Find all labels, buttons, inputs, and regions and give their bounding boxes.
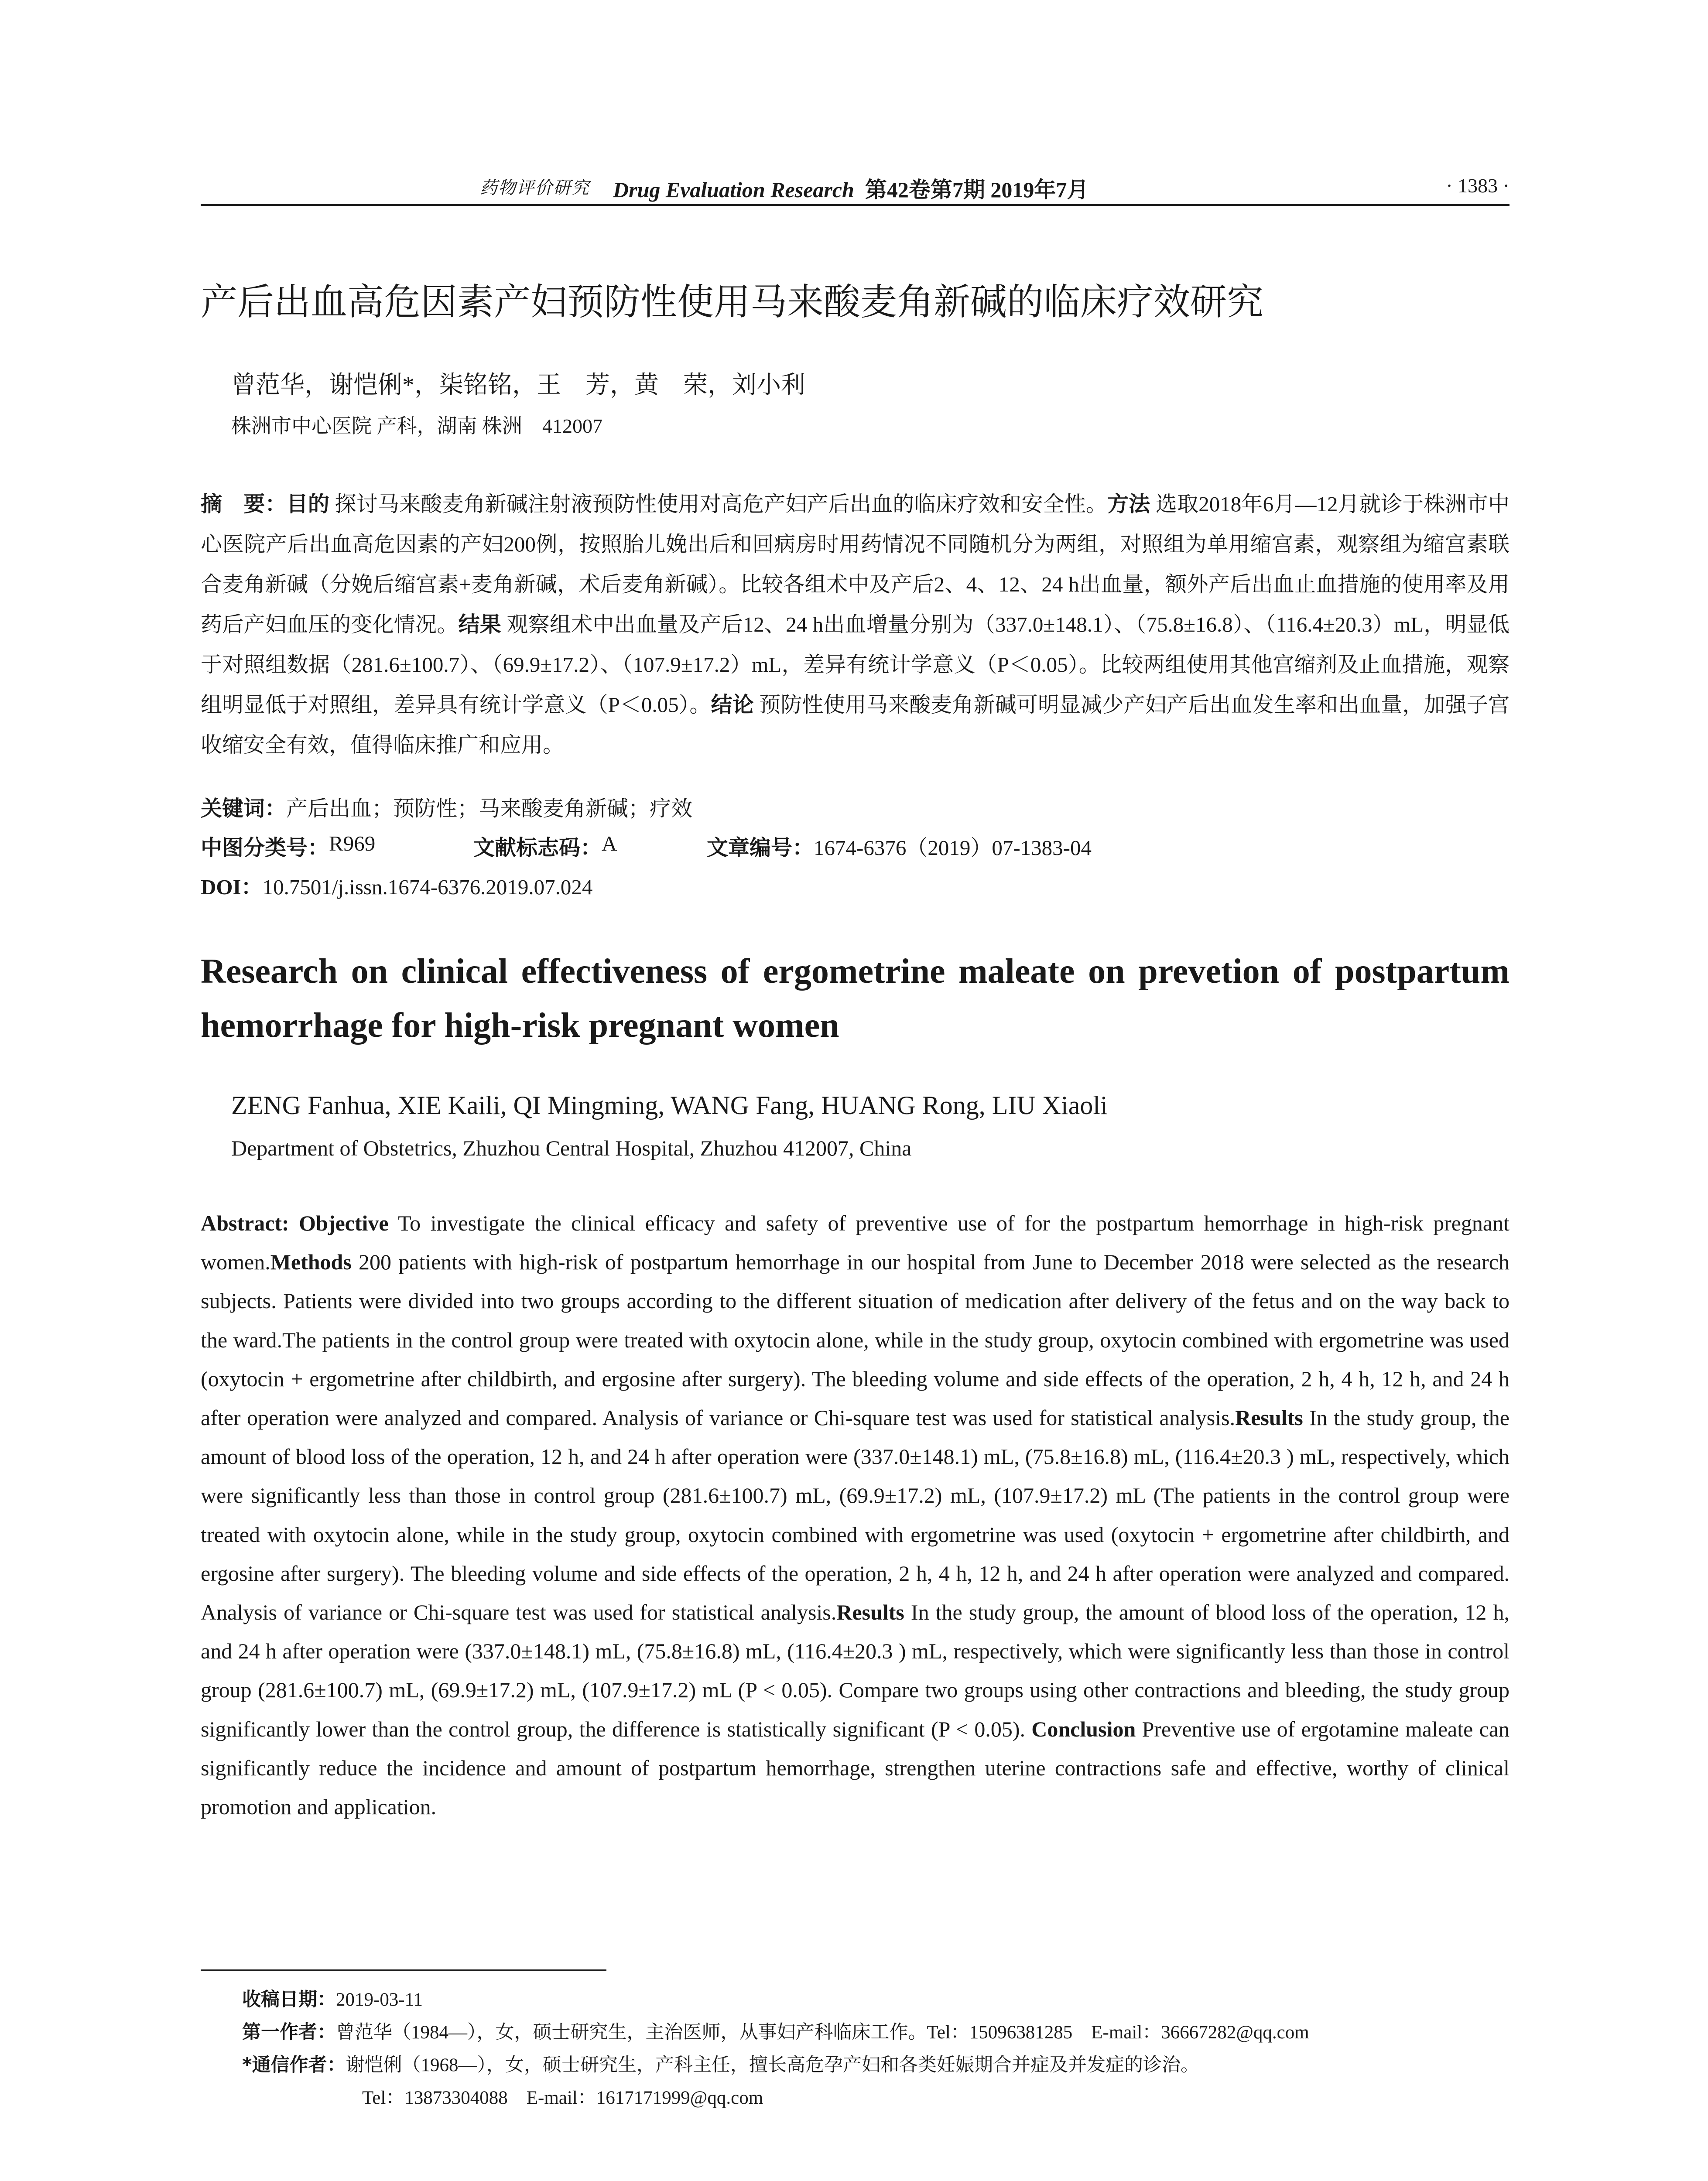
page-number: · 1383 · [1446,174,1509,197]
methods-cn-text: 选取2018年6月—12月就诊于株洲市中心医院产后出血高危因素的产妇200例，按照胎儿娩出后和回病房时用药情况不同随机分为两组，对照组为单用缩宫素，观察组为缩宫素联合麦角新碱（分娩后缩宫素+麦角新碱，术后麦角新碱）。比较各组术中及产后2、4、12、24 h出血量，额外产后出血止血措施的使用率及用药后产妇血压的变化情况。 [201,492,1509,636]
journal-logo: 药物评价研究 [480,178,590,198]
results-en-text: In the study group, the amount of blood loss of the operation, 12 h, and 24 h after operation were (337.0±148.1) mL, (75.8±16.8) mL, (116.4±20.3 ) mL, respectively, which were significantly less than those in control group (281.6±100.7) mL, (69.9±17.2) mL, (107.9±17.2) mL (The patients in the control group were treated with oxytocin alone, while in the study group, oxytocin combined with ergometrine was used (oxytocin + ergometrine after childbirth, and ergosine after surgery). The bleeding volume and side effects of the operation, 2 h, 4 h, 12 h, and 24 h after operation were analyzed and compared. Analysis of variance or Chi-square test was used for statistical analysis. [201,1405,1509,1625]
methods-cn-label: 方法 [1107,492,1150,516]
keywords-cn-label: 关键词： [201,796,287,821]
affiliation-en: Department of Obstetrics, Zhuzhou Central Hospital, Zhuzhou 412007, China [231,1136,912,1160]
results-en-text-2: In the study group, the amount of blood loss of the operation, 12 h, and 24 h after operation were (337.0±148.1) mL, (75.8±16.8) mL, (116.4±20.3 ) mL, respectively, which were significantly less than those in control group (281.6±100.7) mL, (69.9±17.2) mL, (107.9±17.2) mL (P < 0.05). Compare two groups using other contractions and bleeding, the study group significantly lower than the control group, the difference is statistically significant (P < 0.05). [201,1600,1509,1741]
objective-en-text: To investigate the clinical efficacy and safety of preventive use of for the postpartum hemorrhage in high-risk pregnant women. [201,1211,1510,1275]
objective-cn-text: 探讨马来酸麦角新碱注射液预防性使用对高危产妇产后出血的临床疗效和安全性。 [335,492,1108,516]
conclusion-en-label: Conclusion [1031,1716,1136,1741]
paper-title-cn: 产后出血高危因素产妇预防性使用马来酸麦角新碱的临床疗效研究 [201,280,1264,323]
objective-en-label: Objective [299,1211,389,1235]
footnote-rule [201,1969,606,1971]
results-cn-text: 观察组术中出血量及产后12、24 h出血增量分别为（337.0±148.1）、（75.8±16.8）、（116.4±20.3）mL，明显低于对照组数据（281.6±100.7）、（69.9±17.2）、（107.9±17.2）mL，差异有统计学意义（P＜0.05）。比较两组使用其他宫缩剂及止血措施，观察组明显低于对照组，差异具有统计学意义（P＜0.05）。 [201,612,1509,717]
article-no-field [707,831,1092,861]
doc-code-value: A [602,831,617,855]
results-cn-label: 结果 [458,612,501,637]
doi-value: 10.7501/j.issn.1674-6376.2019.07.024 [262,875,593,899]
journal-issue: 第42卷第7期 2019年7月 [865,178,1089,202]
keywords-cn-text: 产后出血；预防性；马来酸麦角新碱；疗效 [286,797,693,820]
abstract-cn-label: 摘 要： [201,492,287,516]
footnote-corresponding [242,2050,1199,2077]
received-label: 收稿日期： [242,1989,336,2010]
first-author-value: 曾范华（1984—），女，硕士研究生，主治医师，从事妇产科临床工作。Tel：15096381285 E-mail：36667282@qq.com [336,2022,1309,2043]
methods-en-text: 200 patients with high-risk of postpartum hemorrhage in our hospital from June to December 2018 were selected as the research subjects. Patients were divided into two groups according to the different situation of medication after delivery of the fetus and on the way back to the ward.The patients in the control group were treated with oxytocin alone, while in the study group, oxytocin combined with ergometrine was used (oxytocin + ergometrine after childbirth, and ergosine after surgery). The bleeding volume and side effects of the operation, 2 h, 4 h, 12 h, and 24 h after operation were analyzed and compared. Analysis of variance or Chi-square test was used for statistical analysis. [201,1250,1509,1430]
doi-line [201,870,592,901]
abstract-en-label: Abstract: [201,1211,289,1235]
objective-cn-label: 目的 [286,492,330,516]
footnote-first-author [242,2017,1309,2044]
doc-code-label: 文献标志码： [473,835,602,860]
authors-en: ZENG Fanhua, XIE Kaili, QI Mingming, WANG Fang, HUANG Rong, LIU Xiaoli [231,1091,1108,1120]
running-header [201,172,1509,207]
footnote-corresponding-contact: Tel：13873304088 E-mail：1617171999@qq.com [362,2088,763,2108]
abstract-en [201,1204,1509,1826]
conclusion-cn-label: 结论 [711,692,754,717]
received-value: 2019-03-11 [336,1990,423,2010]
results-en-label: Results [1235,1405,1303,1430]
affiliation-cn: 株洲市中心医院 产科，湖南 株洲 412007 [231,415,602,437]
journal-info [613,172,1088,204]
article-no-label: 文章编号： [707,835,814,860]
results-en-label-2: Results [836,1600,904,1625]
article-no-value: 1674-6376（2019）07-1383-04 [814,836,1092,860]
authors-cn: 曾范华，谢恺俐*，柒铭铭，王 芳，黄 荣，刘小利 [231,372,805,399]
clc-label: 中图分类号： [201,835,329,860]
journal-name-en: Drug Evaluation Research [613,178,854,202]
footnote-received [242,1985,423,2011]
header-rule [201,204,1509,206]
corresponding-value: 谢恺俐（1968—），女，硕士研究生，产科主任，擅长高危孕产妇和各类妊娠期合并症及并发症的诊治。 [346,2055,1199,2075]
methods-en-label: Methods [270,1250,352,1275]
abstract-cn [201,484,1509,765]
doc-code-field [473,831,617,861]
paper-title-en: Research on clinical effectiveness of ergometrine maleate on prevetion of postpartum hemorrhage for high-risk pregnant women [201,952,1509,1045]
clc-value: R969 [329,831,376,855]
conclusion-cn-text: 预防性使用马来酸麦角新碱可明显减少产妇产后出血发生率和出血量，加强子宫收缩安全有效，值得临床推广和应用。 [201,693,1509,757]
conclusion-en-text: Preventive use of ergotamine maleate can significantly reduce the incidence and amount of postpartum hemorrhage, strengthen uterine contractions safe and effective, worthy of clinical promotion and application. [201,1716,1509,1819]
doi-label: DOI： [201,875,263,899]
corresponding-label: *通信作者： [242,2054,346,2076]
first-author-label: 第一作者： [242,2021,336,2043]
keywords-cn [201,792,692,822]
clc-field [201,831,376,861]
